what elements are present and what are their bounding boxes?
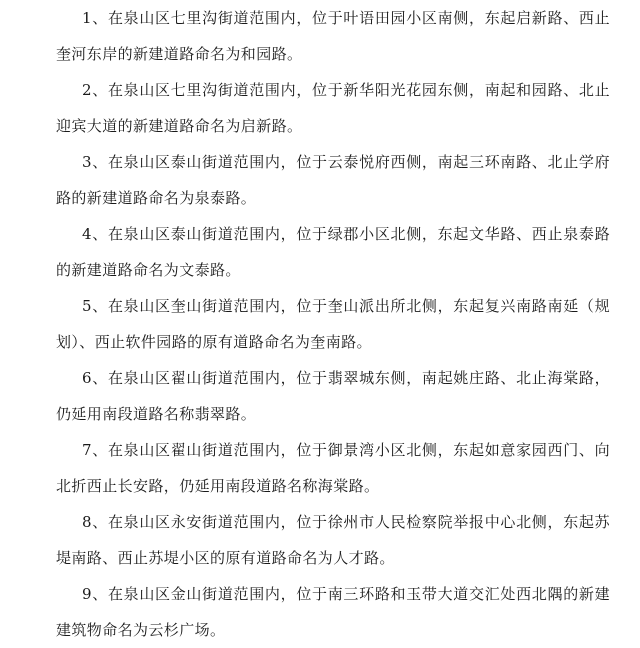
paragraph-8: 8、在泉山区永安街道范围内，位于徐州市人民检察院举报中心北侧，东起苏堤南路、西止苏堤小区的原有道路命名为人才路。 <box>56 513 610 567</box>
paragraph-4: 4、在泉山区泰山街道范围内，位于绿郡小区北侧，东起文华路、西止泉泰路的新建道路命名为文泰路。 <box>56 225 610 279</box>
paragraph-6: 6、在泉山区翟山街道范围内，位于翡翠城东侧，南起姚庄路、北止海棠路，仍延用南段道路名称翡翠路。 <box>56 369 610 423</box>
paragraph-7: 7、在泉山区翟山街道范围内，位于御景湾小区北侧，东起如意家园西门、向北折西止长安路，仍延用南段道路名称海棠路。 <box>56 441 610 495</box>
paragraph-5: 5、在泉山区奎山街道范围内，位于奎山派出所北侧，东起复兴南路南延（规划）、西止软件园路的原有道路命名为奎南路。 <box>56 297 610 351</box>
paragraph-2: 2、在泉山区七里沟街道范围内，位于新华阳光花园东侧，南起和园路、北止迎宾大道的新建道路命名为启新路。 <box>56 81 610 135</box>
paragraph-9: 9、在泉山区金山街道范围内，位于南三环路和玉带大道交汇处西北隅的新建建筑物命名为云杉广场。 <box>56 585 610 639</box>
paragraph-3: 3、在泉山区泰山街道范围内，位于云泰悦府西侧，南起三环南路、北止学府路的新建道路命名为泉泰路。 <box>56 153 610 207</box>
paragraph-1: 1、在泉山区七里沟街道范围内，位于叶语田园小区南侧，东起启新路、西止奎河东岸的新建道路命名为和园路。 <box>56 9 610 63</box>
